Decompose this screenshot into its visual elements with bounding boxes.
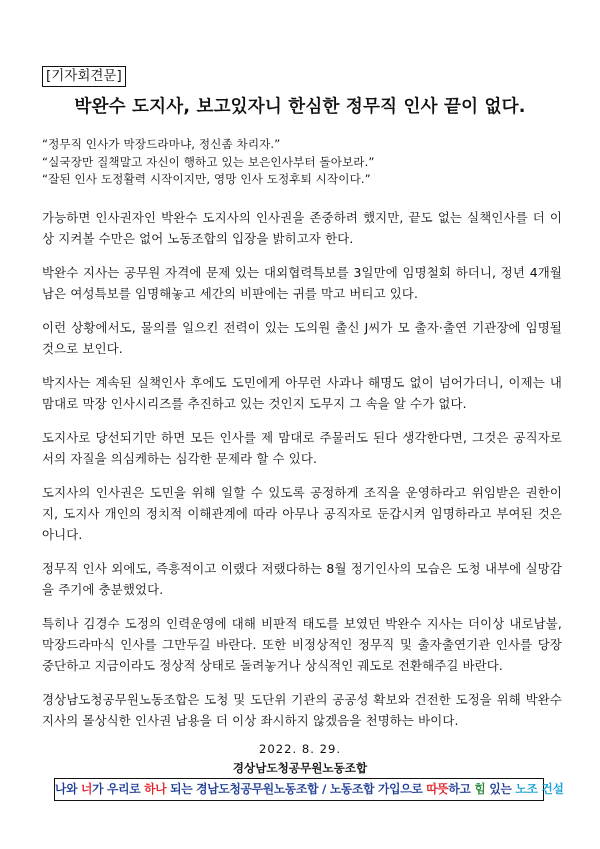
quote-line: “잘된 인사 도정활력 시작이지만, 영망 인사 도정후퇴 시작이다.”: [42, 172, 371, 186]
slogan-part: 와: [66, 782, 82, 796]
slogan-part: 너: [81, 782, 93, 796]
slogan-part: 하고: [448, 782, 475, 796]
slogan-part: 하나: [144, 782, 167, 796]
document-title: 박완수 도지사, 보고있자니 한심한 정무직 인사 끝이 없다.: [74, 97, 526, 117]
quote-block: [42, 136, 562, 189]
body-paragraph: 도지사로 당선되기만 하면 모든 인사를 제 맘대로 주물러도 된다 생각한다면, 그것은 공직자로서의 자질을 의심케하는 심각한 문제라 할 수 있다.: [42, 430, 562, 466]
slogan-part: 따뜻: [426, 782, 449, 796]
slogan-part: 있는: [485, 782, 516, 796]
slogan-part: 우리: [107, 782, 130, 796]
slogan-part: 경남도청공무원노동조합 / 노동조합 가입: [196, 782, 401, 796]
quote-line: “실국장만 질책말고 자신이 행하고 있는 보은인사부터 돌아보라.”: [42, 154, 375, 169]
quote-line: “정무직 인사가 막장드라마냐, 정신좀 차리자.”: [42, 137, 281, 151]
slogan-part: 로: [129, 782, 145, 796]
slogan-part: 되는: [166, 782, 197, 796]
statement-date: 2022. 8. 29.: [258, 742, 342, 756]
body-paragraph: 도지사의 인사권은 도민을 위해 일할 수 있도록 공정하게 조직을 운영하라고 위임받은 권한이지, 도지사 개인의 정치적 이해관계에 따라 아무나 공직자로 둔갑시켜 임명하라고 부여된 것은 아니다.: [42, 485, 562, 542]
slogan-part: 으로: [400, 782, 427, 796]
slogan-part: 나: [55, 782, 67, 796]
slogan-part: 가: [92, 782, 108, 796]
body-paragraph: 박완수 지사는 공무원 자격에 문제 있는 대외협력특보를 3일만에 임명철회 하더니, 정년 4개월 남은 여성특보를 임명해놓고 세간의 비판에는 귀를 막고 버티고 있다.: [42, 265, 562, 301]
slogan-part: 힘: [474, 782, 486, 796]
body-paragraph: 특히나 김경수 도정의 인력운영에 대해 비판적 태도를 보였던 박완수 지사는 더이상 내로남불, 막장드라마식 인사를 그만두길 바란다. 또한 비정상적인 정무직 및 출자출연기관 인사를 당장 중단하고 지금이라도 정상적 상태로 돌려놓거나 상식적인 궤도로 전환해주길 바란다.: [42, 616, 562, 673]
document-tag: [기자회견문]: [42, 66, 126, 87]
union-name: 경상남도청공무원노동조합: [232, 761, 368, 775]
body-paragraph: 이런 상황에서도, 물의를 일으킨 전력이 있는 도의원 출신 J씨가 모 출자·출연 기관장에 임명될 것으로 보인다.: [42, 320, 562, 356]
slogan-banner: [54, 778, 564, 801]
slogan-part: 노조 건설: [515, 782, 564, 796]
body-paragraph: 경상남도청공무원노동조합은 도청 및 도단위 기관의 공공성 확보와 건전한 도정을 위해 박완수 지사의 몰상식한 인사권 남용을 더 이상 좌시하지 않겠음을 천명하는 바이다.: [42, 692, 562, 728]
body-paragraph: 가능하면 인사권자인 박완수 도지사의 인사권을 존중하려 했지만, 끝도 없는 실책인사를 더 이상 지켜볼 수만은 없어 노동조합의 입장을 밝히고자 한다.: [42, 210, 562, 246]
body-paragraph: 박지사는 계속된 실책인사 후에도 도민에게 아무런 사과나 해명도 없이 넘어가더니, 이제는 내맘대로 막장 인사시리즈를 추진하고 있는 것인지 도무지 그 속을 알 수가 없다.: [42, 375, 562, 411]
body-paragraph: 정무직 인사 외에도, 즉흥적이고 이랬다 저랬다하는 8월 정기인사의 모습은 도청 내부에 실망감을 주기에 충분했었다.: [42, 561, 562, 597]
